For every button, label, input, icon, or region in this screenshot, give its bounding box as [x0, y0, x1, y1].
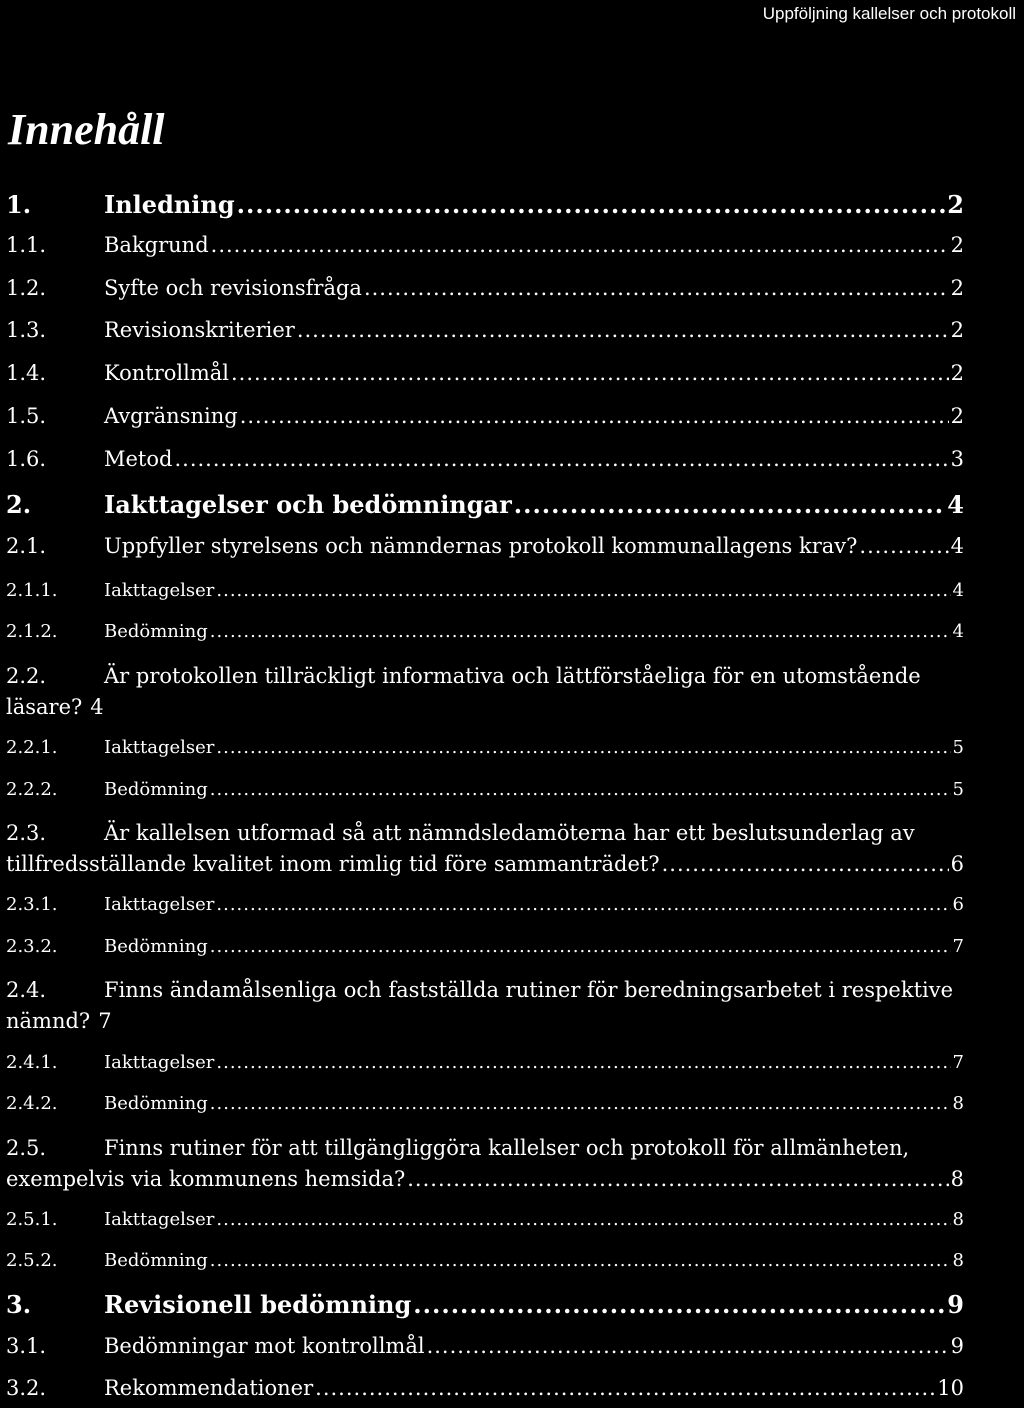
toc-entry[interactable]: 2.5.1. Iakttagelser ..... 8 [6, 1209, 964, 1230]
toc-entry[interactable]: 2.3. Är kallelsen utformad så att nämndsledamöterna har ett beslutsunderlag av tillfredsställande kvalitet inom rimlig tid före sammanträdet? ..... 6 [6, 818, 964, 880]
toc-entry[interactable]: 2.4.2. Bedömning ..... 8 [6, 1093, 964, 1114]
toc-entry[interactable]: 1.6. Metod ..... 3 [6, 447, 964, 471]
running-header: Uppföljning kallelser och protokoll [762, 4, 1016, 23]
toc-entry[interactable]: 2.2. Är protokollen tillräckligt informativa och lättförståeliga för en utomstående läsare? 4 [6, 664, 921, 719]
toc-entry[interactable]: 3.2. Rekommendationer ..... 10 [6, 1376, 964, 1400]
toc-entry[interactable]: 1.3. Revisionskriterier ..... 2 [6, 318, 964, 342]
toc-entry[interactable]: 1.2. Syfte och revisionsfråga ..... 2 [6, 276, 964, 300]
toc-entry[interactable]: 2.2.1. Iakttagelser ..... 5 [6, 737, 964, 758]
toc-entry[interactable]: 1.1. Bakgrund ..... 2 [6, 233, 964, 257]
toc-entry[interactable]: 2.4. Finns ändamålsenliga och fastställda rutiner för beredningsarbetet i respektive nämnd? 7 [6, 978, 954, 1033]
toc-entry[interactable]: 2.2.2. Bedömning ..... 5 [6, 779, 964, 800]
toc-entry[interactable]: 2.1.2. Bedömning ..... 4 [6, 621, 964, 642]
toc-entry[interactable]: 2.1.1. Iakttagelser ..... 4 [6, 580, 964, 601]
toc-entry[interactable]: 2.5.2. Bedömning ..... 8 [6, 1250, 964, 1271]
toc-entry[interactable]: 2.5. Finns rutiner för att tillgängliggöra kallelser och protokoll för allmänheten, exempelvis via kommunens hemsida? ..... 8 [6, 1133, 964, 1195]
toc-entry[interactable]: 1.5. Avgränsning ..... 2 [6, 404, 964, 428]
toc-entry[interactable]: 2.1. Uppfyller styrelsens och nämndernas protokoll kommunallagens krav? ..... 4 [6, 534, 964, 558]
toc-entry[interactable]: 1. Inledning ..... 2 [6, 190, 964, 219]
toc-entry[interactable]: 2.3.2. Bedömning ..... 7 [6, 936, 964, 957]
toc-entry[interactable]: 1.4. Kontrollmål ..... 2 [6, 361, 964, 385]
toc-entry[interactable]: 3.1. Bedömningar mot kontrollmål ..... 9 [6, 1334, 964, 1358]
toc-entry[interactable]: 2.4.1. Iakttagelser ..... 7 [6, 1052, 964, 1073]
toc-title: Innehåll [8, 105, 165, 154]
toc-entry[interactable]: 3. Revisionell bedömning ..... 9 [6, 1290, 964, 1319]
toc-entry[interactable]: 2.3.1. Iakttagelser ..... 6 [6, 894, 964, 915]
toc-entry[interactable]: 2. Iakttagelser och bedömningar ..... 4 [6, 490, 964, 519]
